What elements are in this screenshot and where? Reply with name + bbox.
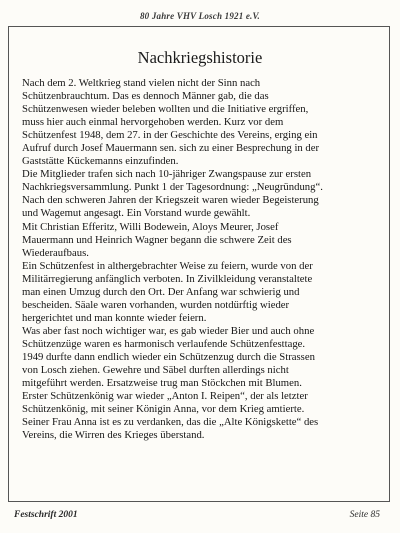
body-line: Schützenwesen wieder beleben wollten und die Initiative ergriffen, bbox=[22, 103, 309, 116]
body-line: Vereins, die Wirren des Krieges überstand. bbox=[22, 429, 205, 442]
footer-page-number: Seite 85 bbox=[349, 510, 380, 520]
body-line: muss hier auch einmal hervorgehoben werden. Kurz vor dem bbox=[22, 116, 284, 129]
body-line: Nachkriegsversammlung. Punkt 1 der Tagesordnung: „Neugründung“. bbox=[22, 181, 323, 194]
body-line: und Wagemut angesagt. Ein Vorstand wurde gewählt. bbox=[22, 207, 251, 220]
body-line: Mauermann und Heinrich Wagner begann die schwere Zeit des bbox=[22, 233, 292, 246]
body-line: Gaststätte Kückemanns einzufinden. bbox=[22, 155, 179, 168]
body-line: bescheiden. Säale waren vorhanden, wurden notdürftig wieder bbox=[22, 298, 290, 311]
running-header: 80 Jahre VHV Losch 1921 e.V. bbox=[139, 11, 261, 21]
body-line: Schützenkönig, mit seiner Königin Anna, vor dem Krieg amtierte. bbox=[22, 403, 305, 416]
body-line: Aufruf durch Josef Mauermann sen. sich zu einer Besprechung in der bbox=[22, 142, 320, 155]
footer-publication: Festschrift 2001 bbox=[14, 510, 78, 520]
body-line: Schützenfest 1948, dem 27. in der Geschichte des Vereins, erging ein bbox=[22, 129, 318, 142]
body-line: Was aber fast noch wichtiger war, es gab wieder Bier und auch ohne bbox=[22, 324, 315, 337]
body-line: hergerichtet und man konnte wieder feiern. bbox=[22, 311, 207, 324]
body-line: Schützenbrauchtum. Das es dennoch Männer gab, die das bbox=[22, 90, 269, 103]
body-line: von Losch ziehen. Gewehre und Säbel durften allerdings nicht bbox=[22, 364, 289, 377]
body-line: Wiederaufbaus. bbox=[22, 246, 89, 259]
article-title: Nachkriegshistorie bbox=[137, 48, 263, 67]
body-line: Schützenzüge waren es harmonisch verlaufende Schützenfesttage. bbox=[22, 337, 306, 350]
body-line: Nach den schweren Jahren der Kriegszeit waren wieder Begeisterung bbox=[22, 194, 319, 207]
body-line: Ein Schützenfest in althergebrachter Weise zu feiern, wurde von der bbox=[22, 259, 313, 272]
body-line: 1949 durfte dann endlich wieder ein Schützenzug durch die Strassen bbox=[22, 350, 315, 363]
body-line: man einen Umzug durch den Ort. Der Anfang war schwierig und bbox=[22, 285, 300, 298]
body-line: mitgeführt werden. Ersatzweise trug man Stöckchen mit Blumen. bbox=[22, 377, 302, 390]
body-line: Die Mitglieder trafen sich nach 10-jähriger Zwangspause zur ersten bbox=[22, 168, 312, 181]
body-line: Mit Christian Efferitz, Willi Bodewein, Aloys Meurer, Josef bbox=[22, 220, 279, 233]
body-line: Erster Schützenkönig war wieder „Anton I. Reipen“, der als letzter bbox=[22, 390, 308, 403]
body-line: Militärregierung anfänglich verboten. In Zivilkleidung veranstaltete bbox=[22, 272, 313, 285]
body-line: Nach dem 2. Weltkrieg stand vielen nicht der Sinn nach bbox=[22, 77, 261, 89]
article-body bbox=[22, 77, 380, 442]
body-line: Seiner Frau Anna ist es zu verdanken, das die „Alte Königskette“ des bbox=[22, 416, 319, 429]
